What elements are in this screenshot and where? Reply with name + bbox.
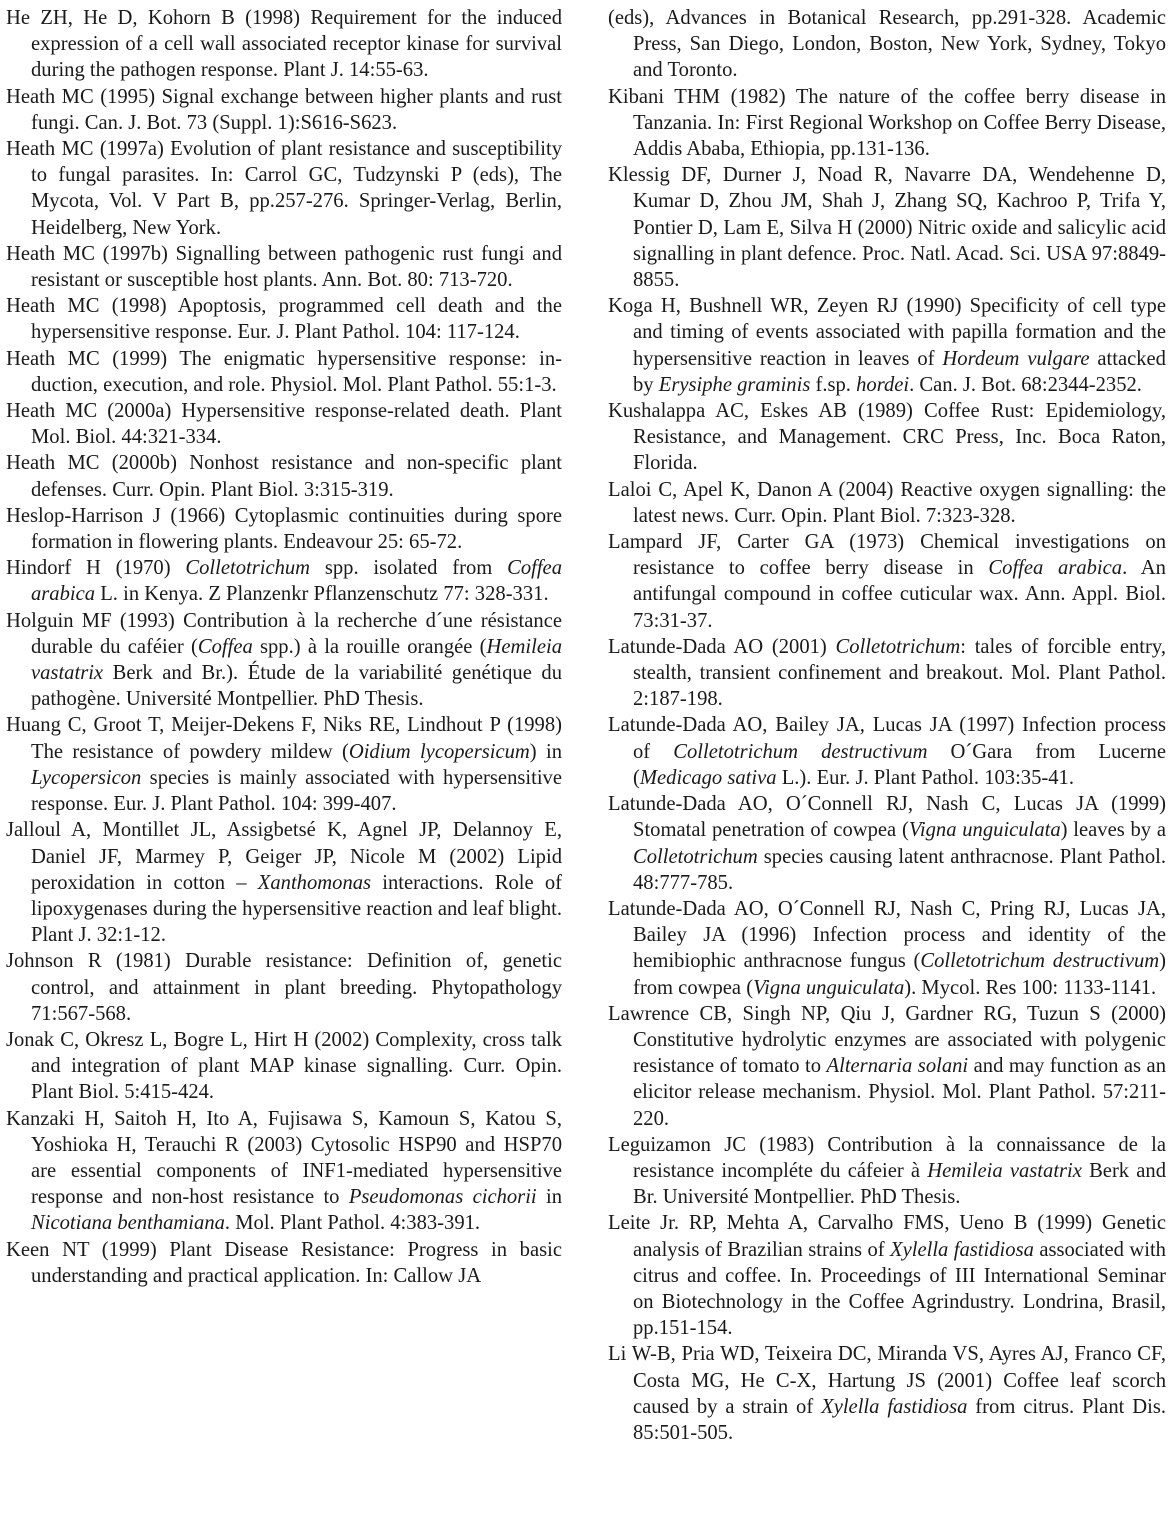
reference-text: from citrus. Plant Dis. 85:501-505.	[633, 1395, 1166, 1444]
reference-text: ). Mycol. Res 100: 1133-1141.	[904, 976, 1157, 999]
italic-taxon-text: Colletotrichum destructivum	[673, 740, 928, 763]
reference-text: O´Gara from Lucerne (	[633, 740, 1166, 789]
italic-taxon-text: Hemileia vastatrix	[31, 635, 562, 685]
reference-text: Kanzaki H, Saitoh H, Ito A, Fujisawa S, Kamoun S, Katou S, Yoshioka H, Terauchi R (2003) Cytosolic HSP90 and HSP70 are essential components of INF1-mediated hypersensitive response and non-host resistance to	[6, 1107, 562, 1209]
reference-entry	[6, 450, 562, 502]
reference-entry	[6, 293, 562, 345]
reference-text: Jalloul A, Montillet JL, Assigbetsé K, Agnel JP, Delannoy E, Daniel JF, Marmey P, Geiger JP, Nicole M (2002) Lipid peroxidation in cotton –	[6, 819, 562, 894]
reference-text: Latunde-Dada AO, Bailey JA, Lucas JA (1997) Infection process of	[608, 714, 1166, 763]
reference-column-right	[608, 5, 1166, 1446]
reference-text: Heath MC (1995) Signal exchange between higher plants and rust fungi. Can. J. Bot. 73 (Suppl. 1):S616-S623.	[6, 85, 562, 134]
italic-taxon-text: Vigna unguiculata	[908, 819, 1061, 842]
reference-text: Heath MC (2000b) Nonhost resistance and non-specific plant defenses. Curr. Opin. Plant Biol. 3:315-319.	[6, 452, 562, 501]
italic-taxon-text: Colletotrichum	[633, 845, 758, 868]
reference-entry	[608, 712, 1166, 791]
italic-taxon-text: Oidium lycopersicum	[348, 740, 530, 763]
reference-text: and may function as an elicitor release mechanism. Physiol. Mol. Plant Pathol. 57:211-220.	[633, 1055, 1166, 1130]
reference-entry	[608, 1210, 1166, 1341]
reference-text: Kibani THM (1982) The nature of the coffee berry disease in Tanzania. In: First Regional Workshop on Coffee Berry Disease, Addis Ababa, Ethiopia, pp.131-136.	[608, 85, 1166, 161]
reference-text: Latunde-Dada AO (2001)	[608, 635, 836, 658]
reference-entry	[608, 634, 1166, 713]
reference-text: spp.) à la rouille orangée (	[252, 635, 487, 658]
italic-taxon-text: Erysiphe graminis	[658, 373, 811, 396]
reference-text: Lawrence CB, Singh NP, Qiu J, Gardner RG, Tuzun S (2000) Constitutive hydrolytic enzymes are associated with polygenic resistance of tomato to	[608, 1002, 1166, 1078]
reference-text: Jonak C, Okresz L, Bogre L, Hirt H (2002) Complexity, cross talk and integration of plant MAP kinase signalling. Curr. Opin. Plant Biol. 5:415-424.	[6, 1028, 562, 1104]
reference-text: spp. isolated from	[310, 557, 508, 580]
reference-entry	[6, 503, 562, 555]
reference-entry	[6, 712, 562, 817]
reference-text: Holguin MF (1993) Contribution à la recherche d´une résistance durable du caféier (	[6, 609, 562, 658]
reference-text: Huang C, Groot T, Meijer-Dekens F, Niks RE, Lindhout P (1998) The resistance of powdery mildew (	[6, 714, 562, 763]
reference-entry	[608, 529, 1166, 634]
reference-text: Leguizamon JC (1983) Contribution à la connaissance de la resistance incompléte du cáfeier à	[608, 1133, 1166, 1182]
reference-text: ) from cowpea (	[633, 950, 1166, 999]
reference-entry	[6, 136, 562, 241]
reference-text: He ZH, He D, Kohorn B (1998) Requirement for the induced expression of a cell wall associated receptor kinase for survival during the pathogen response. Plant J. 14:55-63.	[6, 7, 562, 82]
italic-taxon-text: Vigna unguiculata	[753, 976, 905, 999]
reference-entry	[608, 1132, 1166, 1211]
italic-taxon-text: Hemileia vastatrix	[927, 1159, 1082, 1182]
reference-entry	[608, 1001, 1166, 1132]
reference-text: Lampard JF, Carter GA (1973) Chemical investigations on resistance to coffee berry disease in	[608, 531, 1166, 580]
reference-text: Laloi C, Apel K, Danon A (2004) Reactive oxygen signalling: the latest news. Curr. Opin. Plant Biol. 7:323-328.	[608, 478, 1166, 527]
reference-entry	[608, 5, 1166, 84]
reference-text: in	[536, 1186, 563, 1209]
reference-text: species causing latent anthracnose. Plant Pathol. 48:777-785.	[633, 845, 1166, 894]
reference-entry	[608, 896, 1166, 1001]
reference-text: attacked by	[633, 347, 1166, 396]
italic-taxon-text: Nicotiana benthamiana	[31, 1212, 225, 1235]
reference-text: Keen NT (1999) Plant Disease Resistance: Progress in basic understanding and practical application. In: Callow JA	[6, 1238, 562, 1287]
reference-entry	[608, 162, 1166, 293]
reference-text: f.sp.	[810, 373, 857, 396]
reference-text: (eds), Advances in Botanical Research, pp.291-328. Academic Press, San Diego, London, Boston, New York, Sydney, Tokyo and Toronto.	[608, 7, 1166, 82]
reference-text: ) leaves by a	[1060, 819, 1167, 842]
italic-taxon-text: Xylella fastidiosa	[890, 1238, 1034, 1261]
reference-entry	[608, 293, 1166, 398]
reference-text: associated with citrus and coffee. In. Proceedings of III International Seminar on Biotechnology in the Coffee Agrindustry. Londrina, Brasil, pp.151-154.	[633, 1238, 1166, 1340]
reference-entry	[6, 1027, 562, 1106]
reference-entry	[608, 477, 1166, 529]
reference-entry	[6, 84, 562, 136]
italic-taxon-text: Hordeum vulgare	[942, 347, 1090, 370]
reference-text: Latunde-Dada AO, O´Connell RJ, Nash C, Pring RJ, Lucas JA, Bailey JA (1996) Infection process and identity of the hemibiophic anthracnose fungus (	[608, 897, 1166, 973]
reference-text: Klessig DF, Durner J, Noad R, Navarre DA, Wendehenne D, Kumar D, Zhou JM, Shah J, Zhang SQ, Kachroo P, Trifa Y, Pontier D, Lam E, Silva H (2000) Nitric oxide and salicylic acid signalling in plant defence. Proc. Natl. Acad. Sci. USA 97:8849-8855.	[608, 164, 1166, 292]
reference-text: L.). Eur. J. Plant Pathol. 103:35-41.	[776, 766, 1074, 789]
reference-text: Heath MC (1998) Apoptosis, programmed cell death and the hypersensitive response. Eur. J. Plant Pathol. 104: 117-124.	[6, 295, 562, 344]
reference-text: Li W-B, Pria WD, Teixeira DC, Miranda VS, Ayres AJ, Franco CF, Costa MG, He C-X, Hartung JS (2001) Coffee leaf scorch caused by a strain of	[608, 1343, 1166, 1418]
reference-entry	[6, 398, 562, 450]
reference-entry	[6, 817, 562, 948]
italic-taxon-text: Colletotrichum	[185, 557, 311, 580]
reference-text: Heslop-Harrison J (1966) Cytoplasmic continuities during spore formation in flowering plants. Endeavour 25: 65-72.	[6, 504, 562, 554]
reference-entry	[6, 948, 562, 1027]
reference-entry	[6, 1106, 562, 1237]
reference-text: Kushalappa AC, Eskes AB (1989) Coffee Rust: Epidemiology, Resistance, and Management. CRC Press, Inc. Boca Raton, Florida.	[608, 400, 1166, 475]
reference-text: Hindorf H (1970)	[6, 557, 186, 580]
reference-entry	[6, 1237, 562, 1289]
italic-taxon-text: Pseudomonas cichorii	[348, 1186, 537, 1209]
italic-taxon-text: Alternaria solani	[826, 1055, 969, 1078]
reference-entry	[608, 398, 1166, 477]
italic-taxon-text: Colletotrichum destructivum	[920, 950, 1160, 973]
reference-text: Latunde-Dada AO, O´Connell RJ, Nash C, Lucas JA (1999) Stomatal penetration of cowpea (	[608, 793, 1166, 842]
reference-text: Heath MC (1997b) Signalling between pathogenic rust fungi and resistant or susceptible host plants. Ann. Bot. 80: 713-720.	[6, 242, 562, 292]
reference-entry	[608, 791, 1166, 896]
reference-text: species is mainly associated with hypersensitive response. Eur. J. Plant Pathol. 104: 399-407.	[31, 766, 562, 816]
italic-taxon-text: hordei	[856, 373, 910, 396]
reference-entry	[6, 555, 562, 607]
italic-taxon-text: Coffea arabica	[31, 557, 562, 606]
reference-text: Koga H, Bushnell WR, Zeyen RJ (1990) Specificity of cell type and timing of events associated with papilla formation and the hypersensitive reaction in leaves of	[608, 295, 1166, 370]
reference-entry	[6, 346, 562, 398]
reference-text: Heath MC (2000a) Hypersensitive response-related death. Plant Mol. Biol. 44:321-334.	[6, 400, 562, 449]
italic-taxon-text: Coffea arabica	[988, 557, 1123, 580]
reference-text: Leite Jr. RP, Mehta A, Carvalho FMS, Ueno B (1999) Genetic analysis of Brazilian strains of	[608, 1212, 1166, 1261]
italic-taxon-text: Xylella fastidiosa	[821, 1395, 968, 1418]
reference-text: Heath MC (1999) The enigmatic hypersensitive response: induction, execution, and role. Physiol. Mol. Plant Pathol. 55:1-3.	[6, 347, 562, 396]
reference-entry	[608, 84, 1166, 163]
reference-text: Berk and Br. Université Montpellier. PhD Thesis.	[633, 1159, 1166, 1209]
reference-entry	[6, 241, 562, 293]
reference-text: L. in Kenya. Z Planzenkr Pflanzenschutz 77: 328-331.	[95, 583, 549, 606]
reference-text: Johnson R (1981) Durable resistance: Definition of, genetic control, and attainment in plant breeding. Phytopathology 71:567-568.	[6, 950, 562, 1025]
italic-taxon-text: Coffea	[197, 635, 253, 658]
reference-text: ) in	[529, 740, 562, 763]
italic-taxon-text: Medicago sativa	[639, 766, 777, 789]
reference-text: . Can. J. Bot. 68:2344-2352.	[909, 373, 1142, 396]
reference-text: Heath MC (1997a) Evolution of plant resistance and susceptibility to fungal parasites. In: Carrol GC, Tudzynski P (eds), The Mycota, Vol. V Part B, pp.257-276. Springer-Verlag, Berlin, Heidelberg, New York.	[6, 138, 562, 239]
reference-text: : tales of forcible entry, stealth, transient confinement and breakout. Mol. Plant Pathol. 2:187-198.	[633, 635, 1166, 711]
italic-taxon-text: Xanthomonas	[257, 871, 372, 894]
reference-column-left	[6, 5, 562, 1289]
italic-taxon-text: Lycopersicon	[31, 766, 142, 789]
reference-entry	[6, 608, 562, 713]
reference-text: . An antifungal compound in coffee cuticular wax. Ann. Appl. Biol. 73:31-37.	[633, 557, 1166, 632]
italic-taxon-text: Colletotrichum	[835, 635, 961, 658]
reference-entry	[608, 1341, 1166, 1446]
reference-entry	[6, 5, 562, 84]
reference-text: Berk and Br.). Étude de la variabilité genétique du pathogène. Université Montpellier. PhD Thesis.	[31, 662, 562, 711]
reference-text: interactions. Role of lipoxygenases during the hypersensitive reaction and leaf blight. Plant J. 32:1-12.	[31, 871, 562, 947]
reference-text: . Mol. Plant Pathol. 4:383-391.	[224, 1212, 481, 1235]
